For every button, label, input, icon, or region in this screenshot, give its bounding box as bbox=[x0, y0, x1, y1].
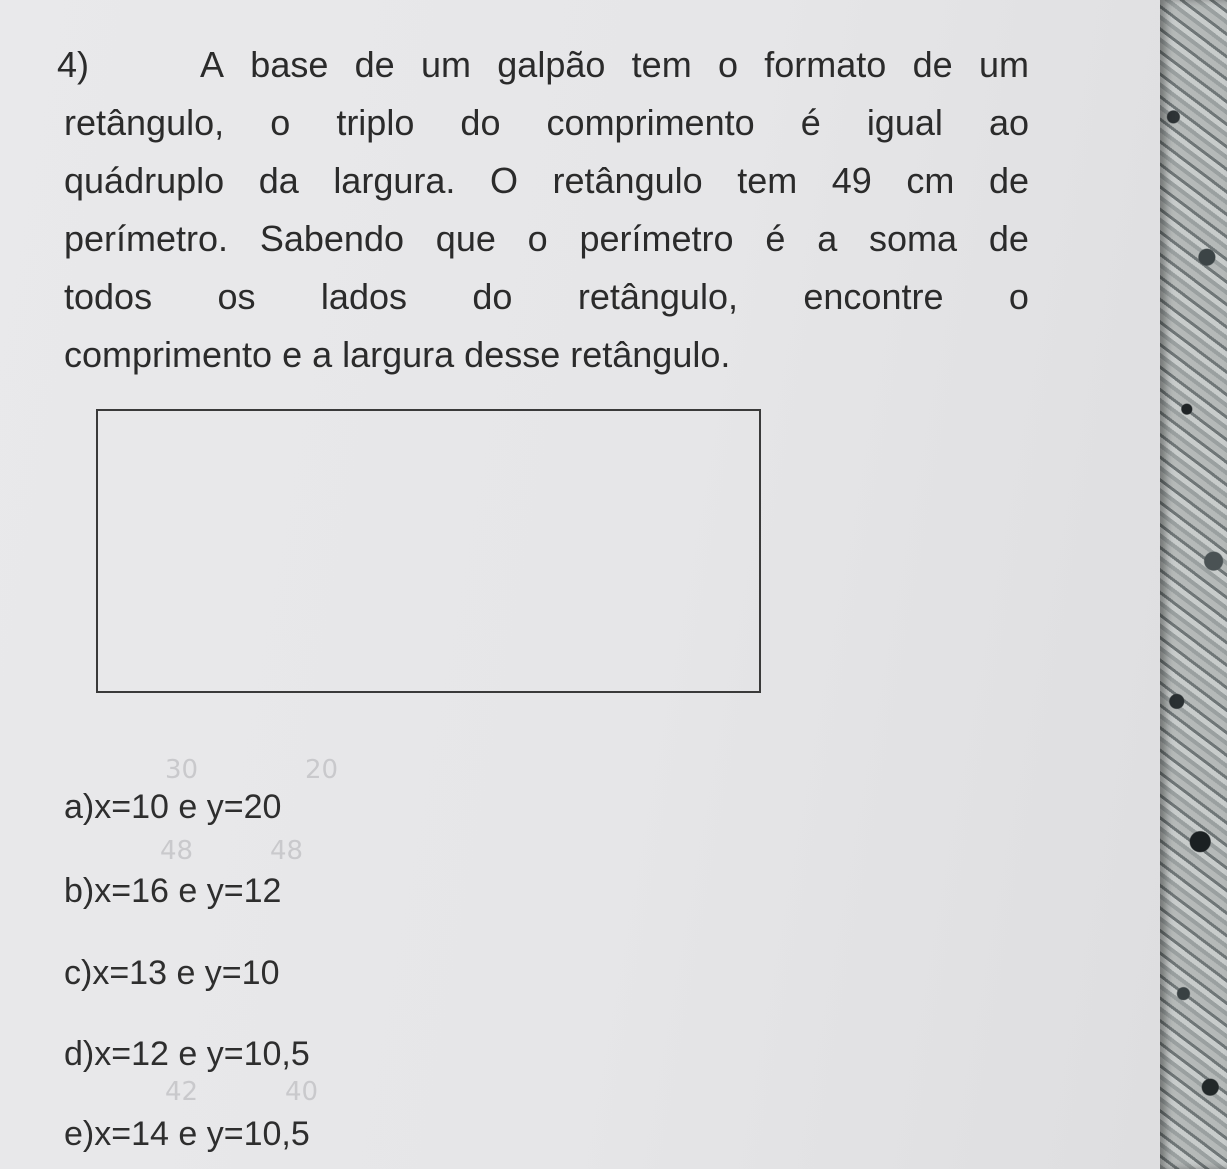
question-word: é bbox=[800, 102, 821, 143]
question-word: os bbox=[217, 276, 256, 317]
granite-surface bbox=[1160, 0, 1227, 1169]
question-word: quádruplo bbox=[64, 160, 225, 201]
question-word: um bbox=[420, 44, 471, 85]
question-word: o bbox=[717, 44, 738, 85]
question-word: base bbox=[250, 44, 329, 85]
question-word: igual bbox=[866, 102, 943, 143]
question-word: lados bbox=[320, 276, 407, 317]
question-line-4 bbox=[64, 218, 1029, 259]
question-text bbox=[64, 44, 1029, 395]
question-word: o bbox=[527, 218, 548, 259]
question-word: um bbox=[978, 44, 1029, 85]
option-e[interactable]: e)x=14 e y=10,5 bbox=[64, 1115, 310, 1153]
question-line-3 bbox=[64, 160, 1029, 201]
option-b[interactable]: b)x=16 e y=12 bbox=[64, 872, 282, 910]
question-word: ao bbox=[988, 102, 1029, 143]
question-line-1 bbox=[64, 44, 1029, 85]
question-word: 49 bbox=[831, 160, 872, 201]
question-word: comprimento bbox=[546, 102, 755, 143]
question-word: o bbox=[1008, 276, 1029, 317]
question-word: Sabendo bbox=[259, 218, 404, 259]
question-word: retângulo bbox=[552, 160, 703, 201]
question-word: tem bbox=[737, 160, 798, 201]
question-word: triplo bbox=[336, 102, 415, 143]
question-word: a bbox=[817, 218, 838, 259]
question-word: da bbox=[258, 160, 299, 201]
option-c[interactable]: c)x=13 e y=10 bbox=[64, 954, 280, 992]
question-word: O bbox=[489, 160, 518, 201]
option-d[interactable]: d)x=12 e y=10,5 bbox=[64, 1035, 310, 1073]
question-word: é bbox=[765, 218, 786, 259]
pencil-mark: 30 bbox=[165, 755, 199, 785]
question-word: todos bbox=[64, 276, 153, 317]
question-word: largura. bbox=[333, 160, 456, 201]
question-word: formato bbox=[764, 44, 887, 85]
rectangle-figure bbox=[96, 409, 761, 693]
question-word: perímetro. bbox=[64, 218, 229, 259]
question-word: que bbox=[435, 218, 496, 259]
question-word: do bbox=[460, 102, 501, 143]
question-word: de bbox=[354, 44, 395, 85]
pencil-mark: 48 bbox=[270, 836, 304, 866]
question-word: de bbox=[988, 160, 1029, 201]
question-number: 4) bbox=[57, 44, 90, 85]
question-word: retângulo, bbox=[64, 102, 225, 143]
pencil-mark: 40 bbox=[285, 1077, 319, 1107]
question-line-5 bbox=[64, 276, 1029, 317]
question-word: perímetro bbox=[579, 218, 734, 259]
question-word: de bbox=[912, 44, 953, 85]
question-word: A bbox=[200, 44, 225, 85]
question-word: de bbox=[988, 218, 1029, 259]
question-word: retângulo, bbox=[577, 276, 738, 317]
pencil-mark: 48 bbox=[160, 836, 194, 866]
pencil-mark: 42 bbox=[165, 1077, 199, 1107]
question-line-2 bbox=[64, 102, 1029, 143]
pencil-mark: 20 bbox=[305, 755, 339, 785]
question-word: comprimento e a largura desse retângulo. bbox=[64, 334, 731, 375]
option-a[interactable]: a)x=10 e y=20 bbox=[64, 788, 282, 826]
question-word: galpão bbox=[497, 44, 606, 85]
question-word: do bbox=[472, 276, 513, 317]
question-word: cm bbox=[906, 160, 955, 201]
question-word: tem bbox=[631, 44, 692, 85]
question-word: o bbox=[270, 102, 291, 143]
question-line-6 bbox=[64, 334, 1029, 375]
question-word: soma bbox=[869, 218, 958, 259]
question-word: encontre bbox=[803, 276, 944, 317]
